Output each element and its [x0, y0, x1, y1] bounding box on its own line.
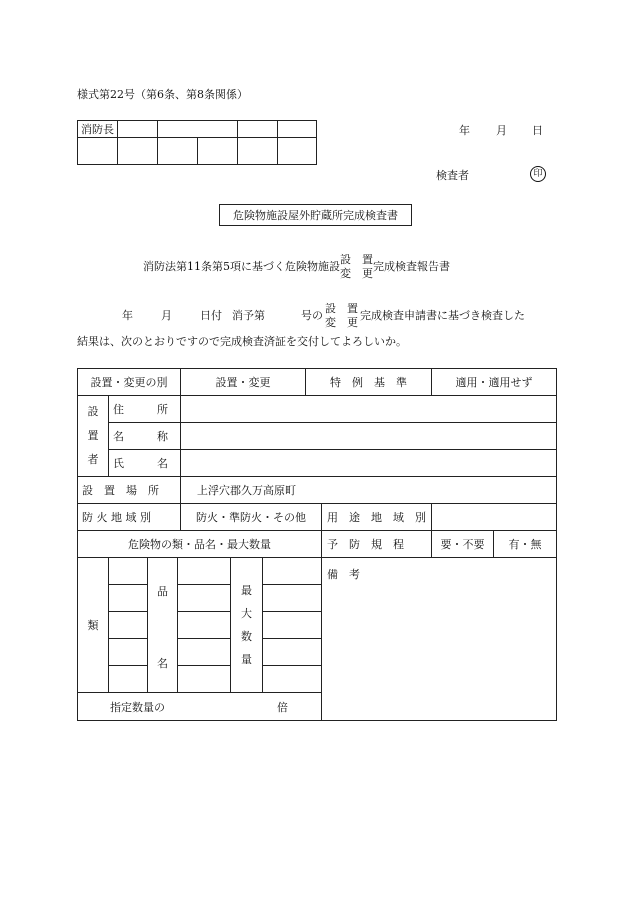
- date-day: 日: [532, 124, 543, 137]
- chief-label: 消防長: [81, 123, 114, 136]
- special-standard-value: 適用・適用せず: [455, 376, 533, 389]
- document-title: 危険物施設屋外貯蔵所完成検査書: [219, 204, 412, 226]
- name-label: 名 称: [113, 430, 168, 443]
- exists-value: 有・無: [508, 538, 542, 551]
- required-value: 要・不要: [440, 538, 485, 551]
- paragraph-install-change: 設 置 変 更: [325, 302, 358, 329]
- date-month: 月: [496, 124, 507, 137]
- form-number: 様式第22号（第6条、第8条関係）: [77, 88, 248, 101]
- heading-install-change: 設 置 変 更: [340, 253, 373, 280]
- report-heading-suffix: 完成検査報告書: [373, 260, 450, 273]
- date-year: 年: [459, 124, 470, 137]
- multiple-label: 倍: [277, 700, 288, 714]
- hazard-header: 危険物の類・品名・最大数量: [128, 538, 271, 551]
- fire-zone-label: 防 火 地 域 別: [82, 511, 151, 524]
- report-heading-prefix: 消防法第11条第5項に基づく危険物施設: [143, 260, 340, 273]
- seal-mark: 印: [530, 166, 546, 182]
- report-paragraph-line1: 年 月 日付 消予第 号の 設 置 変 更 完成検査申請書に基づき検査した: [122, 302, 525, 329]
- fire-zone-value: 防火・準防火・その他: [196, 511, 306, 524]
- class-label: 類: [87, 619, 99, 632]
- address-label: 住 所: [113, 403, 168, 416]
- max-quantity-label: 最 大 数 量: [241, 584, 252, 666]
- location-label: 設 置 場 所: [82, 484, 159, 497]
- inspector-label: 検査者: [436, 169, 469, 182]
- designated-quantity-label: 指定数量の: [110, 700, 165, 714]
- person-name-label: 氏 名: [113, 457, 168, 470]
- type-label: 設置・変更の別: [90, 376, 168, 389]
- item-name-char-1: 品: [157, 585, 168, 598]
- report-paragraph-line2: 結果は、次のとおりですので完成検査済証を交付してよろしいか。: [77, 335, 407, 348]
- use-zone-label: 用 途 地 域 別: [327, 511, 426, 524]
- type-value: 設置・変更: [215, 376, 271, 389]
- remarks-label: 備 考: [327, 568, 360, 581]
- prevention-rules-label: 予 防 規 程: [327, 538, 404, 551]
- location-value: 上浮穴郡久万高原町: [197, 484, 296, 497]
- owner-label: 設 置 者: [87, 405, 99, 466]
- item-name-char-2: 名: [157, 657, 168, 670]
- report-heading: [143, 253, 450, 281]
- special-standard-label: 特 例 基 準: [330, 376, 407, 389]
